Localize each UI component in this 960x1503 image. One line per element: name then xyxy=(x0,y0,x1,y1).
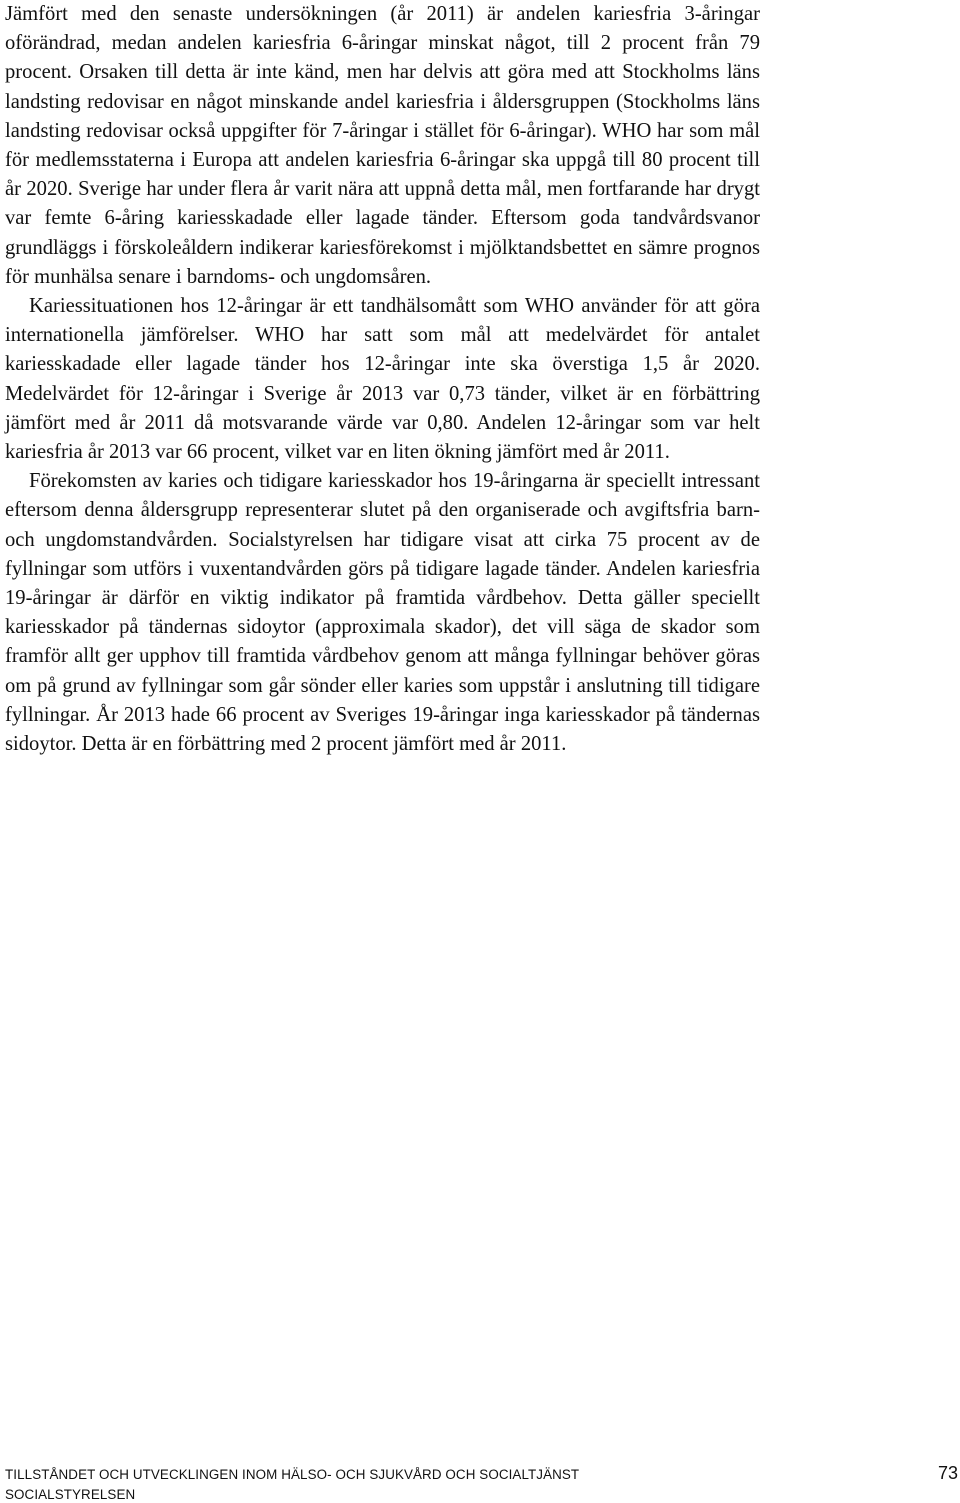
paragraph-karies-12-aringar: Kariessituationen hos 12-åringar är ett tandhälsomått som WHO använder för att göra internationella jämförelser. WHO har satt som mål att medelvärdet för antalet kariesskadade eller lagade tänder hos 12-åringar inte ska överstiga 1,5 år 2020. Medelvärdet för 12-åringar i Sverige år 2013 var 0,73 tänder, vilket är en förbättring jämfört med år 2011 då motsvarande värde var 0,80. Andelen 12-åringar som var helt kariesfria år 2013 var 66 procent, vilket var en liten ökning jämfört med år 2011. xyxy=(5,295,760,464)
footer-report-title: TILLSTÅNDET OCH UTVECKLINGEN INOM HÄLSO- OCH SJUKVÅRD OCH SOCIALTJÄNST xyxy=(5,1467,580,1482)
page-number: 73 xyxy=(937,1463,958,1483)
paragraph-karies-6-aringar: Jämfört med den senaste undersökningen (år 2011) är andelen kariesfria 3-åringar oförändrad, medan andelen kariesfria 6-åringar minskat något, till 2 procent från 79 procent. Orsaken till detta är inte känd, men har delvis att göra med att Stockholms läns landsting redovisar en något minskande andel kariesfria i åldersgruppen (Stockholms läns landsting redovisar också uppgifter för 7-åringar i stället för 6-åringar). WHO har som mål för medlemsstaterna i Europa att andelen kariesfria 6-åringar ska uppgå till 80 procent till år 2020. Sverige har under flera år varit nära att uppnå detta mål, men fortfarande har drygt var femte 6-åring kariesskadade eller lagade tänder. Eftersom goda tandvårdsvanor grundläggs i förskoleåldern indikerar kariesförekomst i mjölktandsbettet en sämre prognos för munhälsa senare i barndoms- och ungdomsåren. xyxy=(5,3,760,288)
paragraph-karies-19-aringar: Förekomsten av karies och tidigare kariesskador hos 19-åringarna är speciellt intressant eftersom denna åldersgrupp representerar slutet på den organiserade och avgiftsfria barn- och ungdomstandvården. Socialstyrelsen har tidigare visat att cirka 75 procent av de fyllningar som utförs i vuxentandvården görs på tidigare lagade tänder. Andelen kariesfria 19-åringar är därför en viktig indikator på framtida vårdbehov. Detta gäller speciellt kariesskador på tändernas sidoytor (approximala skador), det vill säga de skador som framför allt ger upphov till framtida vårdbehov genom att många fyllningar behöver göras om på grund av fyllningar som går sönder eller karies som uppstår i anslutning till tidigare fyllningar. År 2013 hade 66 procent av Sveriges 19-åringar inga kariesskador på tändernas sidoytor. Detta är en förbättring med 2 procent jämfört med år 2011. xyxy=(5,470,760,756)
footer-organization: SOCIALSTYRELSEN xyxy=(5,1487,136,1502)
body-text xyxy=(5,0,760,759)
